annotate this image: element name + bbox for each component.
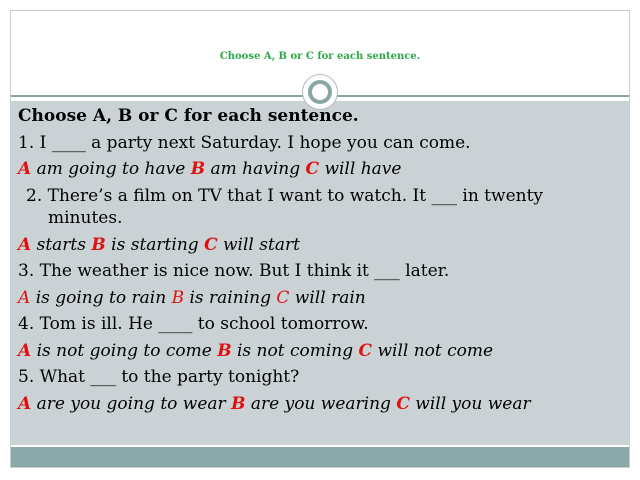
option-letter-c: C: [204, 234, 218, 255]
option-letter-c: C: [305, 159, 320, 179]
question-4: 4. Tom is ill. He ____ to school tomorrow.: [18, 314, 369, 334]
question-5: 5. What ___ to the party tonight?: [18, 367, 300, 387]
option-text-c: will you wear: [415, 393, 531, 414]
option-text-b: is starting: [111, 234, 199, 255]
option-text-a: is not going to come: [36, 340, 212, 361]
option-text-a: is going to rain: [35, 287, 167, 308]
option-letter-b: B: [217, 340, 232, 361]
question-3: 3. The weather is nice now. But I think it ___ later.: [18, 261, 450, 281]
slide-title: Choose A, B or C for each sentence.: [219, 51, 421, 62]
options-3: [18, 285, 608, 312]
options-4: [18, 338, 608, 365]
option-text-b: am having: [210, 159, 301, 179]
option-letter-a: A: [18, 234, 32, 255]
options-2: [18, 232, 608, 259]
option-letter-b: B: [91, 234, 106, 255]
option-letter-a: A: [18, 287, 31, 308]
question-2-line-2: minutes.: [48, 208, 123, 228]
options-1: [18, 156, 608, 183]
circle-ornament-ring: [308, 80, 332, 104]
option-text-a: starts: [36, 234, 86, 255]
option-letter-a: A: [18, 340, 32, 361]
option-text-c: will have: [324, 159, 402, 179]
option-letter-b: B: [171, 287, 185, 308]
question-2: [18, 183, 608, 232]
bottom-band: [11, 447, 629, 467]
option-letter-b: B: [190, 159, 206, 179]
options-5: [18, 391, 608, 418]
option-text-a: am going to have: [36, 159, 186, 179]
option-text-c: will rain: [294, 287, 366, 308]
option-letter-b: B: [231, 393, 246, 414]
option-letter-c: C: [358, 340, 373, 361]
question-1: 1. I ____ a party next Saturday. I hope you can come.: [18, 132, 471, 153]
option-letter-c: C: [276, 287, 290, 308]
option-text-a: are you going to wear: [36, 393, 226, 414]
option-text-b: is raining: [189, 287, 271, 308]
option-text-b: are you wearing: [250, 393, 391, 414]
option-text-b: is not coming: [236, 340, 354, 361]
exercise-heading: Choose A, B or C for each sentence.: [18, 106, 359, 126]
option-letter-a: A: [18, 393, 32, 414]
exercise-body: [18, 103, 608, 417]
question-2-line-1: 2. There’s a film on TV that I want to watch. It ___ in twenty: [26, 185, 544, 206]
option-text-c: will start: [223, 234, 300, 255]
option-letter-a: A: [18, 159, 32, 179]
option-letter-c: C: [396, 393, 410, 414]
option-text-c: will not come: [377, 340, 494, 361]
